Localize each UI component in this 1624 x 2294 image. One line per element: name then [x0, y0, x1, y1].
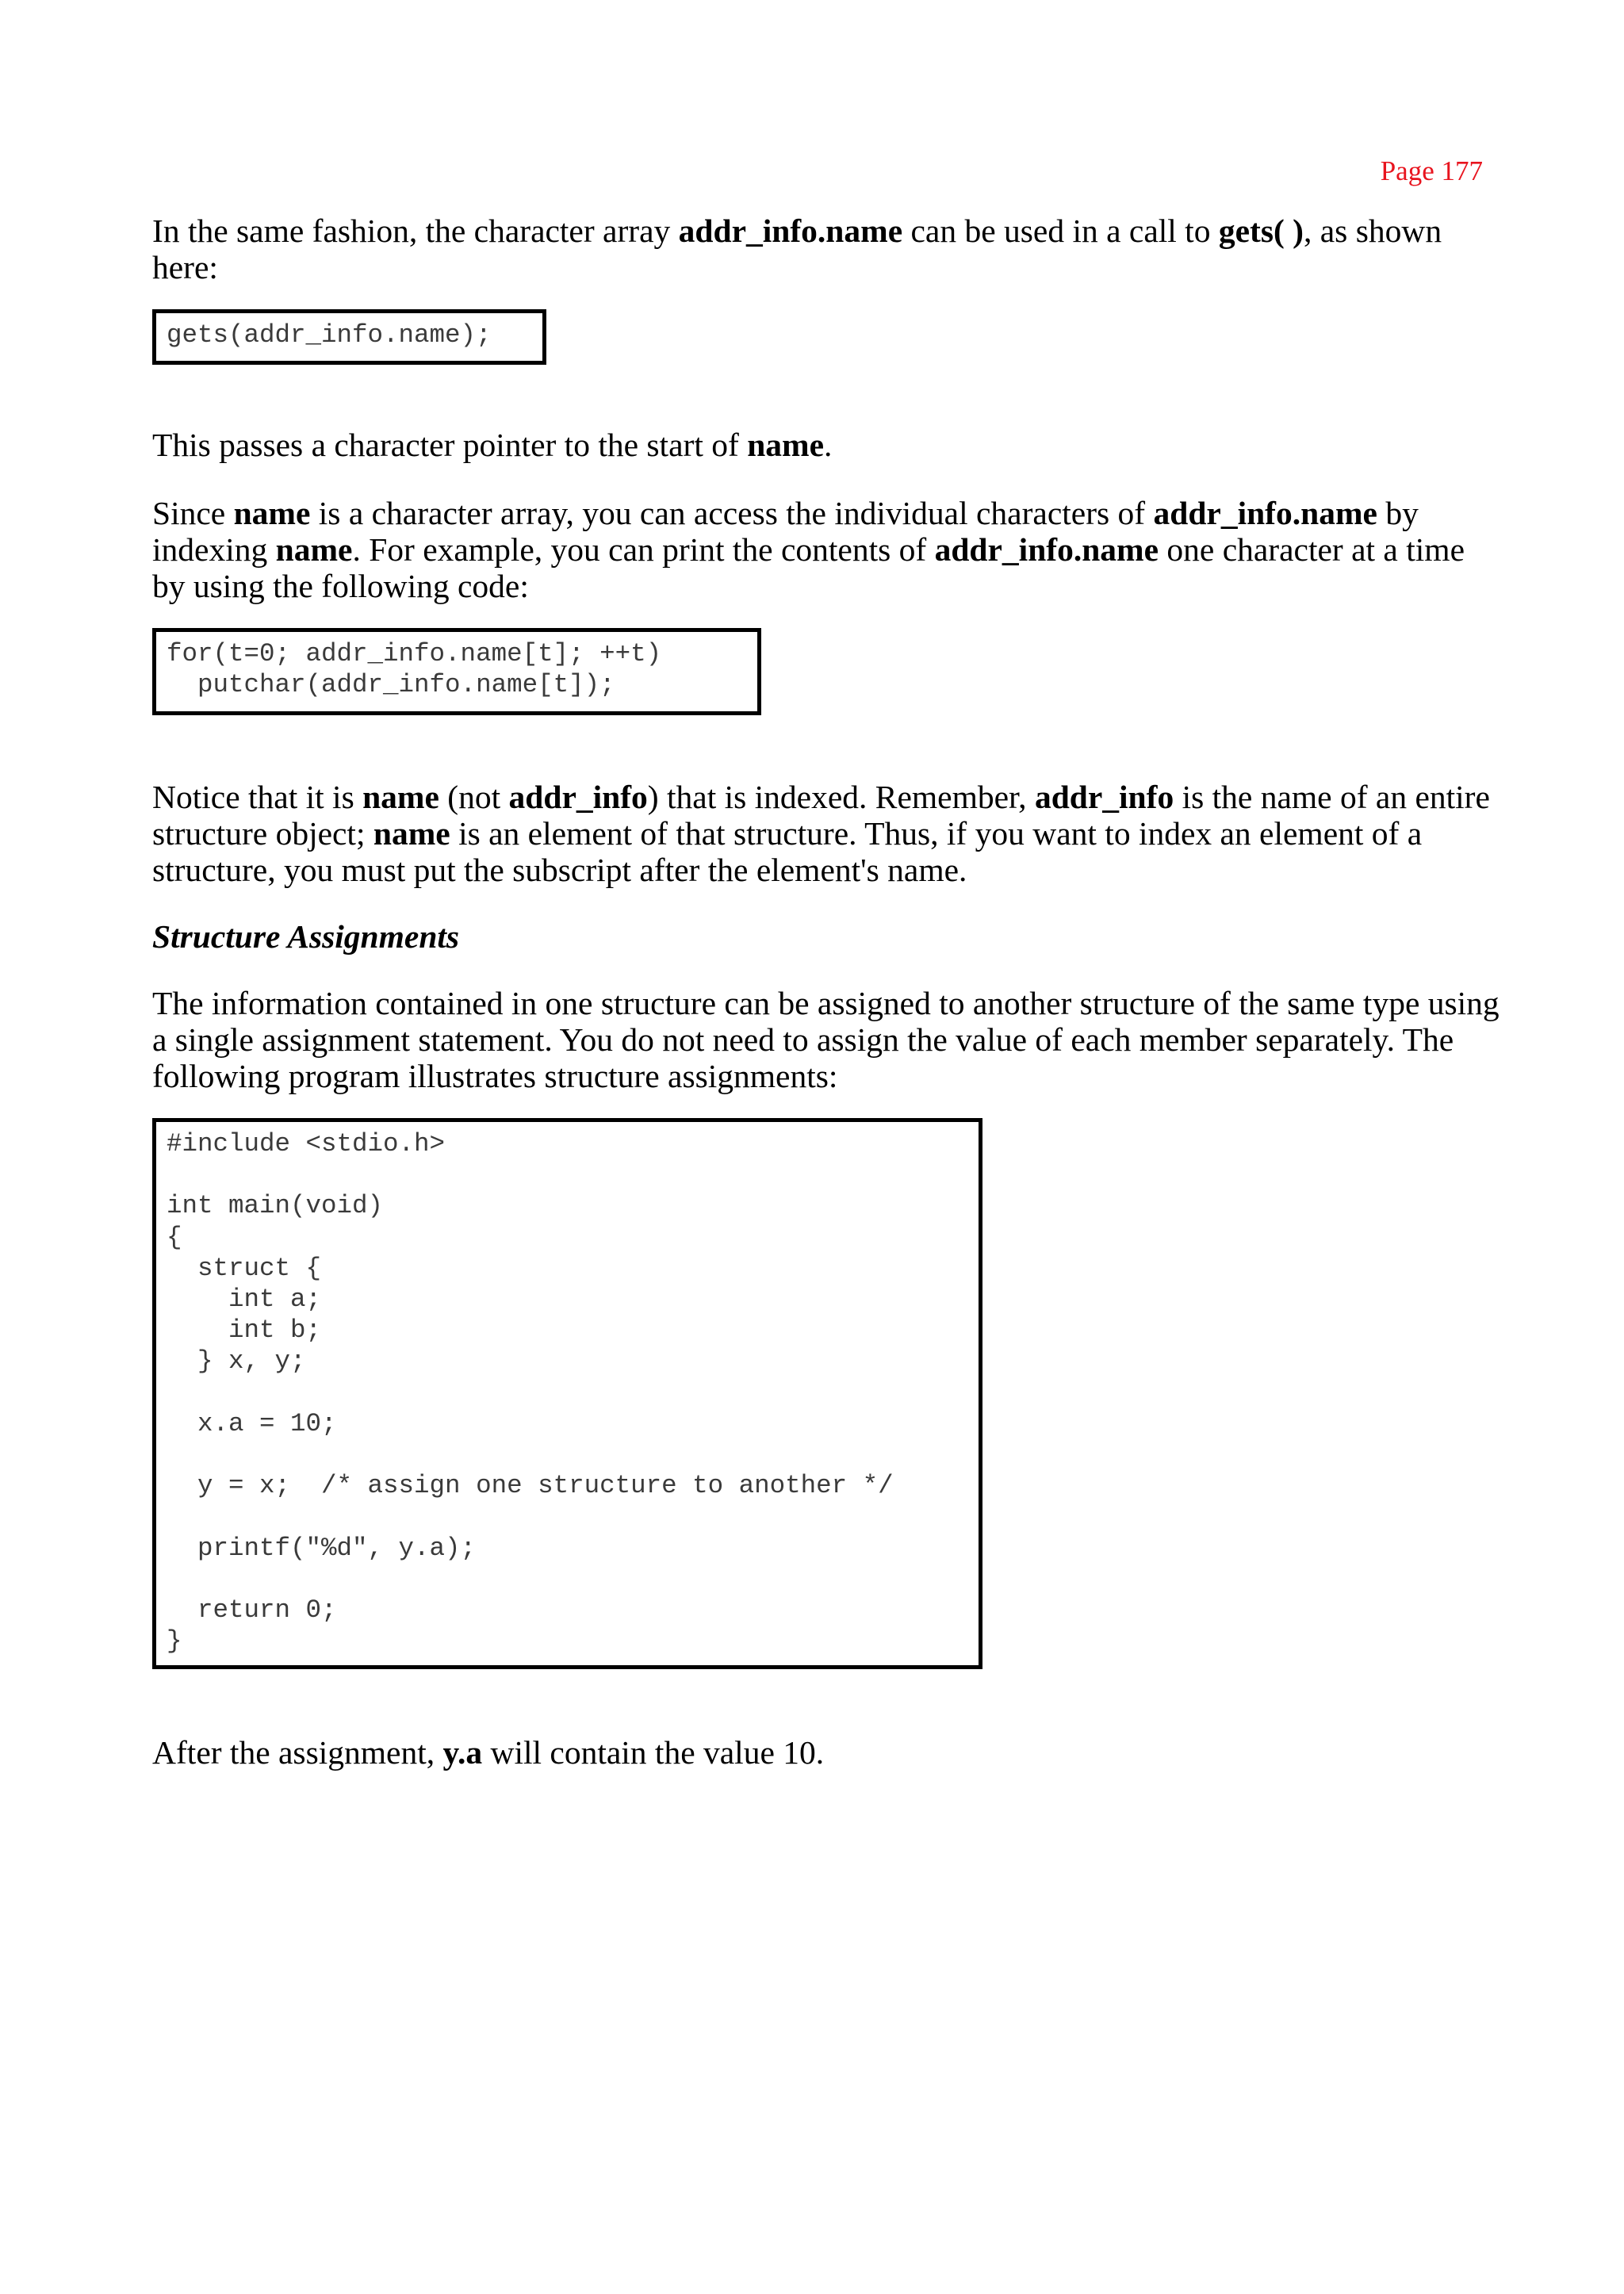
paragraph-assignment: The information contained in one structure can be assigned to another structure of the same type using a single assignment statement. You do not need to assign the value of each member separately. The following program illustrates structure assignments:	[152, 985, 1500, 1094]
text: Notice that it is	[152, 779, 363, 815]
paragraph-gets-intro	[152, 213, 1453, 285]
code-term: addr_info	[1034, 779, 1174, 815]
text: can be used in a call to	[902, 213, 1219, 249]
text: is a character array, you can access the individual characters of	[310, 495, 1154, 531]
text: After the assignment,	[152, 1734, 443, 1771]
code-term: name	[747, 427, 825, 463]
code-term: gets( )	[1218, 213, 1304, 249]
code-term: name	[362, 779, 439, 815]
code-term: y.a	[442, 1734, 483, 1771]
text: In the same fashion, the character array	[152, 213, 679, 249]
text: by indexing	[152, 495, 1419, 568]
text: one character at a time by using the following code:	[152, 531, 1465, 604]
paragraph-pointer	[152, 427, 1500, 463]
page-number: Page 177	[1380, 155, 1483, 186]
paragraph-indexing	[152, 495, 1500, 604]
code-term: addr_info.name	[678, 213, 903, 249]
code-block-gets: gets(addr_info.name);	[152, 309, 546, 365]
text: . For example, you can print the contents of	[352, 531, 935, 568]
code-block-program: #include <stdio.h> int main(void) { struct { int a; int b; } x, y; x.a = 10; y = x; /* assign one structure to another */ printf("%d", y.a); return 0; }	[152, 1118, 982, 1669]
text: .	[824, 427, 833, 463]
code-block-putchar: for(t=0; addr_info.name[t]; ++t) putchar(addr_info.name[t]);	[152, 628, 761, 715]
code-term: addr_info.name	[934, 531, 1159, 568]
section-heading: Structure Assignments	[152, 918, 460, 955]
code-term: name	[233, 495, 311, 531]
text: (not	[439, 779, 509, 815]
page-content	[152, 213, 1500, 1771]
paragraph-result	[152, 1734, 1500, 1771]
paragraph-notice	[152, 779, 1500, 888]
text: , as shown here:	[152, 213, 1442, 285]
code-term: addr_info.name	[1153, 495, 1377, 531]
text: Since	[152, 495, 234, 531]
code-term: name	[275, 531, 353, 568]
code-term: name	[373, 815, 450, 852]
text: will contain the value 10.	[482, 1734, 825, 1771]
code-term: addr_info	[508, 779, 648, 815]
text: is an element of that structure. Thus, if you want to index an element of a structure, you must put the subscript after the element's name.	[152, 815, 1423, 888]
text: is the name of an entire structure object;	[152, 779, 1490, 852]
text: ) that is indexed. Remember,	[647, 779, 1035, 815]
text: This passes a character pointer to the start of	[152, 427, 748, 463]
